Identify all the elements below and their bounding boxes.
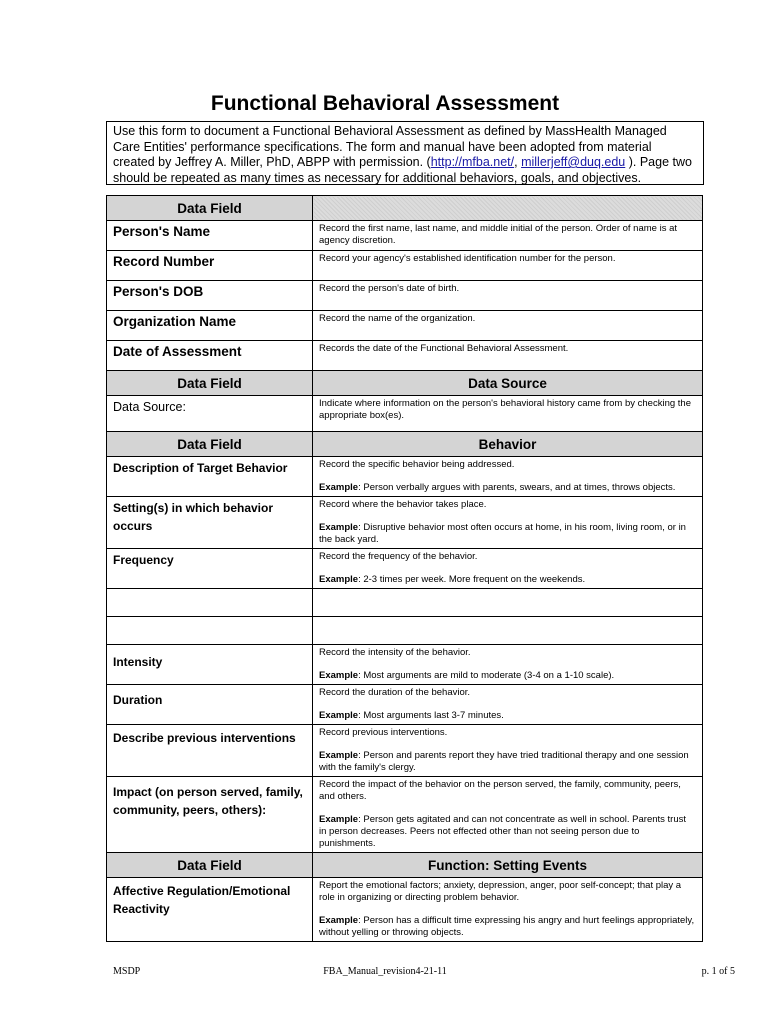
blank-row	[107, 589, 703, 617]
field-persons-name: Person's Name	[113, 224, 211, 239]
desc-description-target-behavior: Record the specific behavior being addressed.	[319, 459, 515, 470]
example-text: : Person verbally argues with parents, swears, and at times, throws objects.	[358, 482, 676, 493]
blank-desc-cell[interactable]	[313, 589, 703, 617]
table-row	[107, 457, 703, 497]
header-function-setting-events: Function: Setting Events	[313, 853, 703, 878]
field-affective-regulation: Affective Regulation/Emotional Reactivity	[113, 884, 291, 916]
desc-persons-dob: Record the person's date of birth.	[313, 281, 703, 311]
table-row	[107, 221, 703, 251]
header-data-field: Data Field	[107, 432, 313, 457]
table-row	[107, 878, 703, 942]
desc-impact: Record the impact of the behavior on the person served, the family, community, peers, and others.	[319, 779, 681, 802]
field-settings: Setting(s) in which behavior occurs	[113, 501, 274, 533]
field-record-number: Record Number	[113, 254, 215, 269]
table-row	[107, 549, 703, 589]
desc-affective-regulation: Report the emotional factors; anxiety, depression, anger, poor self-concept; that play a role in organizing or directing problem behavior.	[319, 880, 682, 903]
example-label: Example	[319, 814, 359, 825]
desc-duration: Record the duration of the behavior.	[319, 687, 471, 698]
blank-row	[107, 617, 703, 645]
section4-header	[107, 853, 703, 878]
example-text: : Person has a difficult time expressing his angry and hurt feelings appropriately, without yelling or throwing objects.	[319, 915, 695, 938]
table-row	[107, 777, 703, 853]
example-label: Example	[319, 482, 359, 493]
field-frequency: Frequency	[113, 553, 174, 567]
desc-date-of-assessment: Records the date of the Functional Behavioral Assessment.	[313, 341, 703, 371]
header-blank	[313, 196, 703, 221]
desc-record-number: Record your agency's established identification number for the person.	[313, 251, 703, 281]
section1-header	[107, 196, 703, 221]
table-row	[107, 497, 703, 549]
section2-header	[107, 371, 703, 396]
intro-box: Use this form to document a Functional Behavioral Assessment as defined by MassHealth Managed Care Entities' performance specifications. The form and manual have been adopted from material created by Jeffrey A. Miller, PhD, ABPP with permission. (http://mfba.net/, millerjeff@duq.edu ). Page two should be repeated as many times as necessary for additional behaviors, goals, and objectives.	[106, 121, 704, 185]
table-row	[107, 311, 703, 341]
field-previous-interventions: Describe previous interventions	[113, 731, 296, 745]
email-link[interactable]: millerjeff@duq.edu	[521, 155, 626, 169]
intro-text: Use this form to document a Functional Behavioral Assessment as defined by MassHealth Managed Care Entities' performance specifications. The form and manual have been adopted from material created by Jeffrey A. Miller, PhD, ABPP with permission. (	[113, 124, 667, 169]
header-data-field: Data Field	[107, 371, 313, 396]
table-row	[107, 725, 703, 777]
table-row	[107, 341, 703, 371]
field-intensity: Intensity	[113, 655, 163, 669]
example-label: Example	[319, 915, 359, 926]
footer-page-number: p. 1 of 5	[701, 966, 735, 977]
desc-frequency: Record the frequency of the behavior.	[319, 551, 478, 562]
field-impact: Impact (on person served, family, community, peers, others):	[113, 785, 303, 817]
field-data-source: Data Source:	[113, 400, 186, 414]
table-row	[107, 685, 703, 725]
field-description-target-behavior: Description of Target Behavior	[113, 461, 288, 475]
header-data-field: Data Field	[107, 196, 313, 221]
example-text: : 2-3 times per week. More frequent on the weekends.	[358, 574, 586, 585]
example-label: Example	[319, 574, 359, 585]
example-text: : Disruptive behavior most often occurs at home, in his room, living room, or in the back yard.	[319, 522, 686, 545]
desc-persons-name: Record the first name, last name, and middle initial of the person. Order of name is at agency discretion.	[313, 221, 703, 251]
desc-settings: Record where the behavior takes place.	[319, 499, 487, 510]
field-persons-dob: Person's DOB	[113, 284, 204, 299]
desc-intensity: Record the intensity of the behavior.	[319, 647, 471, 658]
example-label: Example	[319, 710, 359, 721]
blank-desc-cell[interactable]	[313, 617, 703, 645]
table-row	[107, 645, 703, 685]
desc-organization-name: Record the name of the organization.	[313, 311, 703, 341]
example-text: : Person and parents report they have tried traditional therapy and one session with the family's clergy.	[319, 750, 689, 773]
example-label: Example	[319, 522, 359, 533]
example-text: : Person gets agitated and can not concentrate as well in school. Parents trust in person decreases. Peers not effected other than not seeing person due to punishments.	[319, 814, 687, 849]
example-label: Example	[319, 750, 359, 761]
footer-left: MSDP	[113, 966, 141, 977]
section3-header	[107, 432, 703, 457]
mfba-link[interactable]: http://mfba.net/	[430, 155, 515, 169]
page-title: Functional Behavioral Assessment	[210, 92, 560, 115]
field-duration: Duration	[113, 693, 163, 707]
desc-data-source: Indicate where information on the person's behavioral history came from by checking the appropriate box(es).	[313, 396, 703, 432]
example-label: Example	[319, 670, 359, 681]
table-row	[107, 396, 703, 432]
field-organization-name: Organization Name	[113, 314, 237, 329]
desc-previous-interventions: Record previous interventions.	[319, 727, 448, 738]
example-text: : Most arguments are mild to moderate (3-4 on a 1-10 scale).	[358, 670, 615, 681]
header-behavior: Behavior	[313, 432, 703, 457]
header-data-source: Data Source	[313, 371, 703, 396]
fba-table	[106, 195, 703, 942]
blank-field-cell[interactable]	[107, 589, 313, 617]
intro-text-end: ). Page two should be repeated as many times as necessary for additional behaviors, goals, and objectives.	[113, 155, 692, 185]
table-row	[107, 281, 703, 311]
footer-center: FBA_Manual_revision4-21-11	[323, 966, 447, 977]
blank-field-cell[interactable]	[107, 617, 313, 645]
example-text: : Most arguments last 3-7 minutes.	[358, 710, 504, 721]
field-date-of-assessment: Date of Assessment	[113, 344, 242, 359]
header-data-field: Data Field	[107, 853, 313, 878]
table-row	[107, 251, 703, 281]
